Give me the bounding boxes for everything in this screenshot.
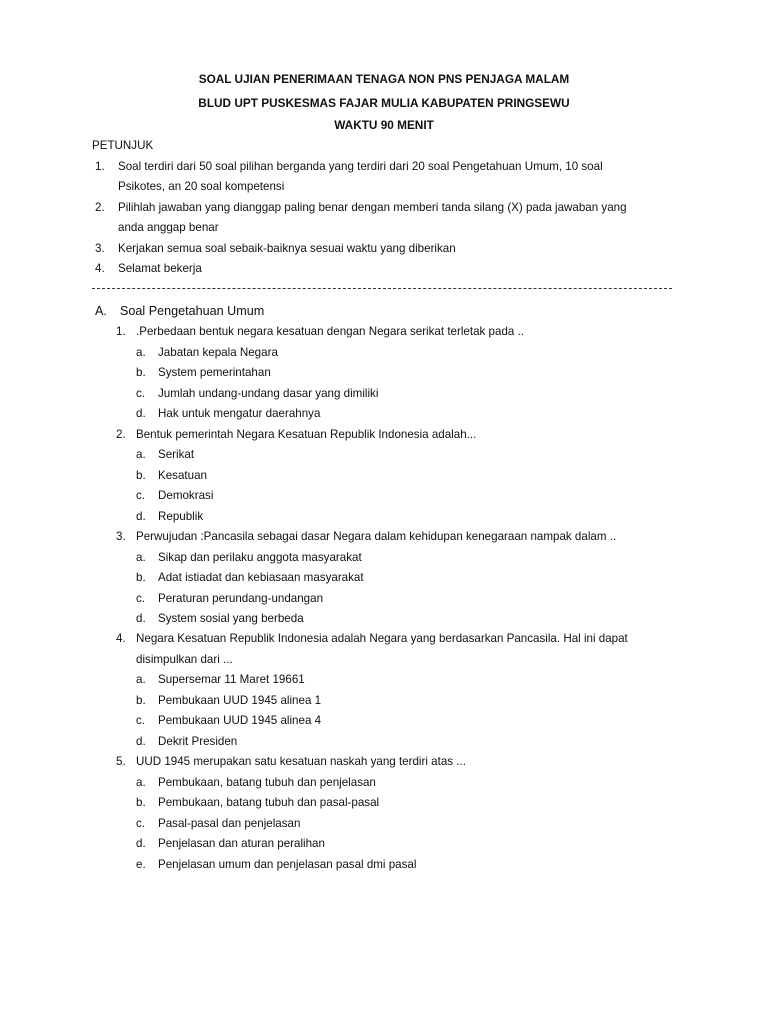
question-text: UUD 1945 merupakan satu kesatuan naskah yang terdiri atas ...: [136, 755, 466, 768]
option-text: Pasal-pasal dan penjelasan: [158, 817, 301, 830]
dashed-divider: [92, 288, 672, 289]
option-letter: d.: [136, 407, 146, 420]
question-number: 4.: [116, 632, 126, 645]
option-text: System sosial yang berbeda: [158, 612, 304, 625]
petunjuk-item-text: Psikotes, an 20 soal kompetensi: [118, 180, 285, 193]
petunjuk-heading: PETUNJUK: [92, 139, 154, 152]
section-letter: A.: [95, 304, 107, 318]
option-text: Dekrit Presiden: [158, 735, 238, 748]
option-text: Pembukaan UUD 1945 alinea 1: [158, 694, 322, 707]
option-letter: c.: [136, 489, 146, 502]
option-text: Penjelasan umum dan penjelasan pasal dmi pasal: [158, 858, 417, 871]
question-text: disimpulkan dari ...: [136, 653, 233, 666]
title-line-3: WAKTU 90 MENIT: [334, 118, 434, 132]
question-text: Perwujudan :Pancasila sebagai dasar Negara dalam kehidupan kenegaraan nampak dalam ..: [136, 530, 617, 543]
petunjuk-item-text: Soal terdiri dari 50 soal pilihan berganda yang terdiri dari 20 soal Pengetahuan Umum, 10 soal: [118, 160, 603, 173]
question-number: 2.: [116, 428, 126, 441]
petunjuk-item-number: 2.: [95, 201, 105, 214]
option-text: Demokrasi: [158, 489, 214, 502]
petunjuk-item-text: anda anggap benar: [118, 221, 219, 234]
petunjuk-item-number: 1.: [95, 160, 105, 173]
option-letter: b.: [136, 366, 146, 379]
option-letter: a.: [136, 346, 146, 359]
petunjuk-item-number: 3.: [95, 242, 105, 255]
option-text: Supersemar 11 Maret 19661: [158, 673, 305, 686]
title-line-1: SOAL UJIAN PENERIMAAN TENAGA NON PNS PENJAGA MALAM: [198, 72, 570, 86]
petunjuk-item-text: Kerjakan semua soal sebaik-baiknya sesuai waktu yang diberikan: [118, 242, 456, 255]
option-text: Peraturan perundang-undangan: [158, 592, 324, 605]
option-letter: a.: [136, 673, 146, 686]
option-text: Kesatuan: [158, 469, 207, 482]
option-letter: b.: [136, 469, 146, 482]
section-title: Soal Pengetahuan Umum: [120, 304, 265, 318]
petunjuk-item-text: Selamat bekerja: [118, 262, 202, 275]
question-text: Negara Kesatuan Republik Indonesia adalah Negara yang berdasarkan Pancasila. Hal ini dapat: [136, 632, 628, 645]
question-number: 5.: [116, 755, 126, 768]
option-letter: b.: [136, 571, 146, 584]
option-text: Adat istiadat dan kebiasaan masyarakat: [158, 571, 364, 584]
option-text: System pemerintahan: [158, 366, 271, 379]
option-text: Jumlah undang-undang dasar yang dimiliki: [158, 387, 379, 400]
option-letter: b.: [136, 796, 146, 809]
option-text: Pembukaan UUD 1945 alinea 4: [158, 714, 322, 727]
option-text: Penjelasan dan aturan peralihan: [158, 837, 325, 850]
option-text: Hak untuk mengatur daerahnya: [158, 407, 321, 420]
option-letter: d.: [136, 837, 146, 850]
question-text: .Perbedaan bentuk negara kesatuan dengan Negara serikat terletak pada ..: [136, 325, 525, 338]
option-letter: c.: [136, 592, 146, 605]
option-letter: d.: [136, 735, 146, 748]
option-letter: d.: [136, 510, 146, 523]
question-number: 3.: [116, 530, 126, 543]
option-text: Sikap dan perilaku anggota masyarakat: [158, 551, 362, 564]
title-line-2: BLUD UPT PUSKESMAS FAJAR MULIA KABUPATEN PRINGSEWU: [198, 96, 570, 110]
question-text: Bentuk pemerintah Negara Kesatuan Republik Indonesia adalah...: [136, 428, 477, 441]
petunjuk-item-number: 4.: [95, 262, 105, 275]
option-letter: a.: [136, 776, 146, 789]
option-letter: b.: [136, 694, 146, 707]
option-letter: c.: [136, 387, 146, 400]
option-letter: a.: [136, 448, 146, 461]
petunjuk-item-text: Pilihlah jawaban yang dianggap paling benar dengan memberi tanda silang (X) pada jawaban yang: [118, 201, 627, 214]
option-text: Pembukaan, batang tubuh dan penjelasan: [158, 776, 376, 789]
option-text: Jabatan kepala Negara: [158, 346, 278, 359]
option-letter: d.: [136, 612, 146, 625]
option-text: Pembukaan, batang tubuh dan pasal-pasal: [158, 796, 380, 809]
question-number: 1.: [116, 325, 126, 338]
option-letter: c.: [136, 714, 146, 727]
option-letter: a.: [136, 551, 146, 564]
option-letter: c.: [136, 817, 146, 830]
option-text: Serikat: [158, 448, 195, 461]
option-letter: e.: [136, 858, 146, 871]
option-text: Republik: [158, 510, 204, 523]
